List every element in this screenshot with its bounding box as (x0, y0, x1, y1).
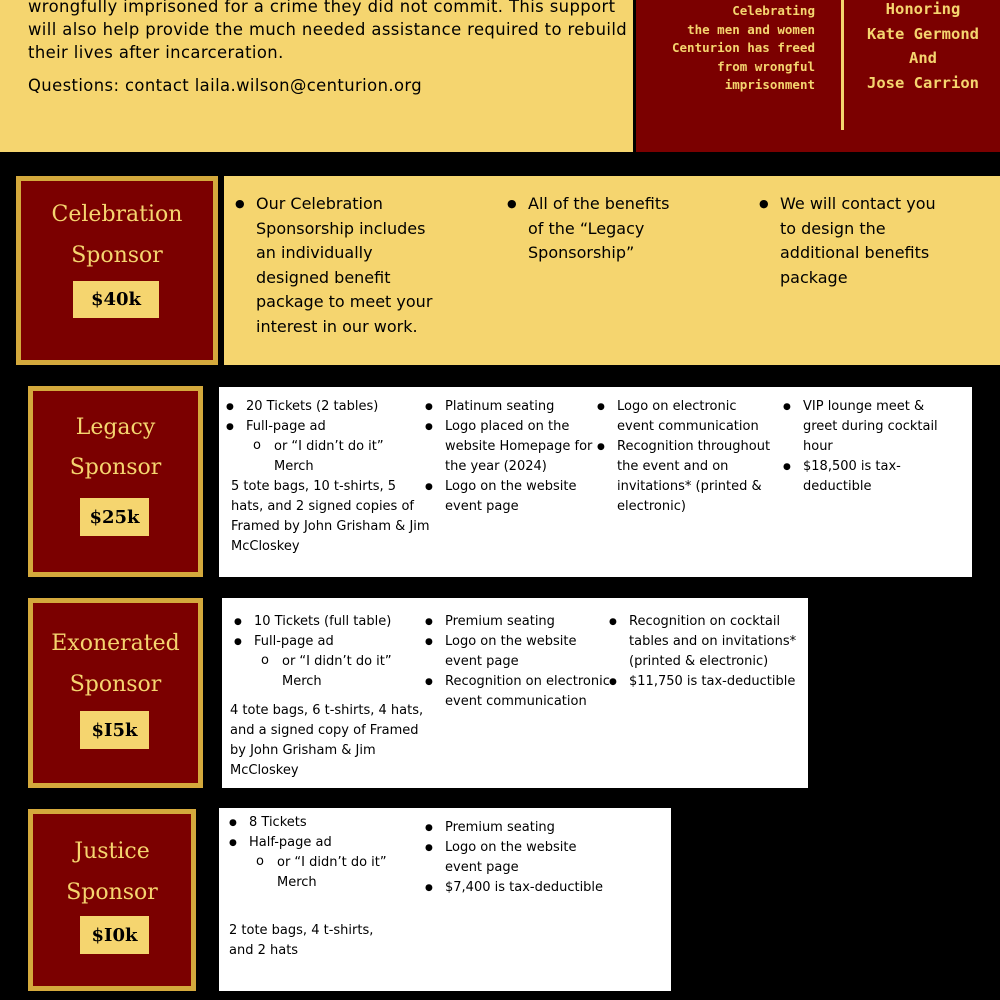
intro-panel (0, 0, 633, 152)
benefit-item: ● VIP lounge meet & greet during cocktail hour (783, 397, 943, 457)
tier-name: Exonerated (51, 631, 180, 656)
tier-price: $40k (73, 281, 159, 318)
exonerated-sponsor-box (28, 598, 203, 788)
benefit-item: ● Full-page ad (226, 417, 436, 437)
benefit-item: ● Logo on the website event page (425, 632, 595, 672)
benefit-item: ● Logo placed on the website Homepage for the year (2024) (425, 417, 600, 477)
benefit-item: ● Platinum seating (425, 397, 600, 417)
honoring-line: Kate Germond (867, 24, 979, 43)
benefit-item: ● Logo on the website event page (425, 838, 585, 878)
benefit-item: ● $7,400 is tax-deductible (425, 878, 605, 898)
benefit-item: ● Half-page ad (229, 833, 419, 853)
benefit-item: ● Premium seating (425, 818, 605, 838)
honoring-line: Honoring (885, 0, 961, 18)
benefit-item: ● Our Celebration Sponsorship includes an individually designed benefit package to meet your interest in our work. (232, 192, 437, 339)
benefit-subitem: o or “I didn’t do it” Merch (226, 437, 396, 477)
celebrating-line: the men and women (687, 21, 815, 37)
celebrating-line: from wrongful (717, 58, 815, 74)
benefit-item: ● 20 Tickets (2 tables) (226, 397, 436, 417)
honoring-line: Jose Carrion (867, 73, 979, 92)
tier-name: Sponsor (66, 880, 158, 905)
contact-text: Questions: contact laila.wilson@centurion.org (28, 76, 423, 95)
celebration-sponsor-box (16, 176, 218, 365)
justice-benefits-panel (219, 808, 671, 991)
benefit-item: ● 10 Tickets (full table) (234, 612, 434, 632)
benefit-item: ● Premium seating (425, 612, 615, 632)
tier-name: Sponsor (69, 672, 162, 697)
benefit-item: ● Recognition on cocktail tables and on invitations* (printed & electronic) (609, 612, 804, 672)
merch-detail: 5 tote bags, 10 t-shirts, 5 hats, and 2 signed copies of Framed by John Grisham & Jim McCloskey (231, 479, 430, 554)
tier-price: $25k (80, 498, 149, 536)
honoring-line: And (909, 49, 937, 67)
benefit-item: ● Full-page ad (234, 632, 434, 652)
celebrating-line: Celebrating (732, 3, 815, 18)
benefit-item: ● Recognition throughout the event and on invitations* (printed & electronic) (597, 437, 772, 517)
celebration-benefits-panel (224, 176, 1000, 365)
honoring-text (848, 0, 998, 95)
celebrating-text (615, 2, 815, 95)
celebrating-line: imprisonment (724, 77, 815, 92)
honoring-panel (636, 0, 1000, 152)
legacy-benefits-panel (219, 387, 972, 577)
tier-name: Legacy (75, 415, 156, 440)
merch-detail: 4 tote bags, 6 t-shirts, 4 hats, and a signed copy of Framed by John Grisham & Jim McCloskey (230, 703, 424, 778)
justice-sponsor-box (28, 809, 196, 991)
tier-price: $I5k (80, 711, 149, 749)
benefit-item: ● Logo on electronic event communication (597, 397, 772, 437)
tier-name: Sponsor (69, 455, 162, 480)
benefit-item: ● 8 Tickets (229, 813, 419, 833)
benefit-item: ● Logo on the website event page (425, 477, 600, 517)
benefit-item: ● $18,500 is tax-deductible (783, 457, 943, 497)
tier-name: Sponsor (71, 243, 163, 268)
divider (841, 0, 844, 130)
benefit-item: ● $11,750 is tax-deductible (609, 672, 804, 692)
benefit-subitem: o or “I didn’t do it” Merch (229, 853, 399, 893)
benefit-item: ● Recognition on electronic event communication (425, 672, 615, 712)
intro-text: wrongfully imprisoned for a crime they did not commit. This support will also help provide the much needed assistance required to rebuild their lives after incarceration. (28, 0, 628, 62)
legacy-sponsor-box (28, 386, 203, 577)
celebrating-line: Centurion has freed (672, 40, 815, 55)
tier-name: Celebration (51, 202, 183, 227)
benefit-item: ● All of the benefits of the “Legacy Sponsorship” (504, 192, 679, 266)
exonerated-benefits-panel (222, 598, 808, 788)
tier-name: Justice (74, 839, 150, 864)
merch-detail: 2 tote bags, 4 t-shirts, and 2 hats (229, 923, 374, 958)
benefit-item: ● We will contact you to design the additional benefits package (756, 192, 941, 290)
tier-price: $I0k (80, 916, 149, 954)
benefit-subitem: o or “I didn’t do it” Merch (234, 652, 404, 692)
